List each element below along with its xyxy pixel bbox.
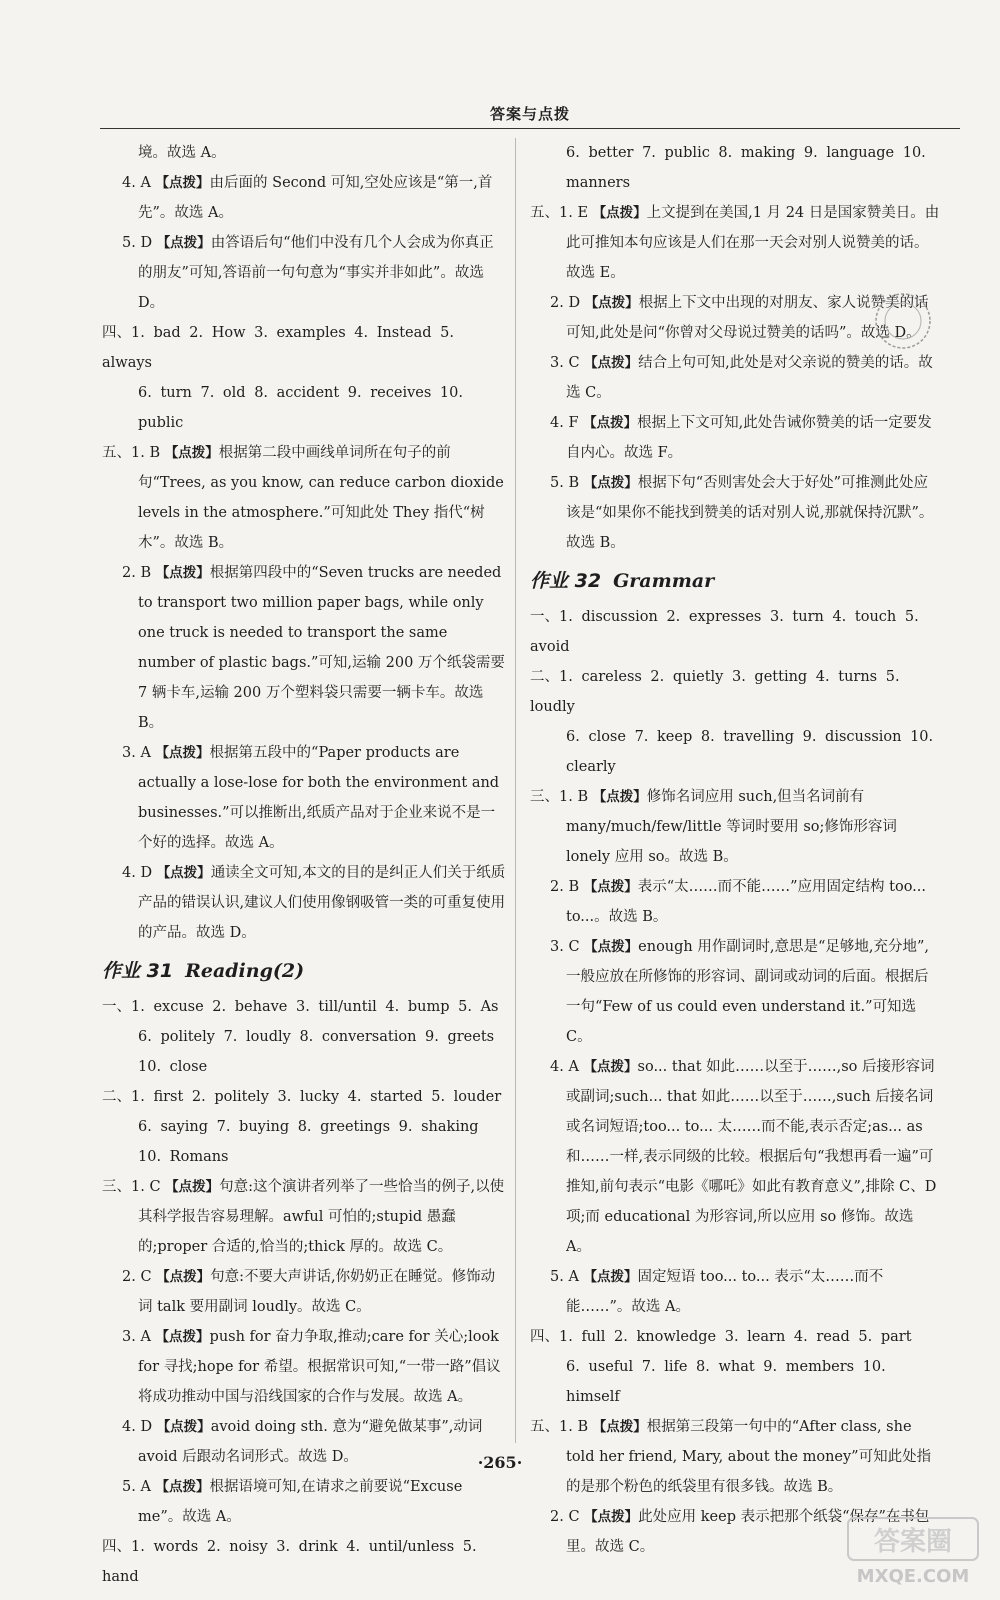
answer-item: 2. C 【点拨】句意:不要大声讲话,你奶奶正在睡觉。修饰动词 talk 要用副词 loudly。故选 C。 bbox=[122, 1269, 496, 1315]
answer-item: 5. B 【点拨】根据下句“否则害处会大于好处”可推测此处应该是“如果你不能找到赞美的话对别人说,那就保持沉默”。故选 B。 bbox=[550, 475, 934, 551]
answer-item: 2. B 【点拨】根据第四段中的“Seven trucks are needed to transport two million paper bags, while only one truck is needed to transport the same number of plastic bags.”可知,运输 200 万个纸袋需要 7 辆卡车,运输 200 万个塑料袋只需要一辆卡车。故选 B。 bbox=[122, 565, 505, 731]
answer-item: 4. A 【点拨】so... that 如此……以至于……,so 后接形容词或副词;such... that 如此……以至于……,such 后接名词或名词短语;too... to... 太……而不能,表示否定;as... as 和……一样,表示同级的比较。根据后句“我想再看一遍”可推知,前句表示“电影《哪吒》如此有教育意义”,排除 C、D 项;而 educational 为形容词,所以应用 so 修饰。故选 A。 bbox=[550, 1059, 937, 1255]
answer-item: 三、1. C 【点拨】句意:这个演讲者列举了一些恰当的例子,以使其科学报告容易理解。awful 可怕的;stupid 愚蠢的;proper 合适的,恰当的;thick 厚的。故选 C。 bbox=[102, 1179, 505, 1255]
watermark-logo bbox=[838, 1510, 988, 1590]
answer-item: 五、1. B 【点拨】根据第三段第一句中的“After class, she told her friend, Mary, about the money”可知此处指的是那个粉色的纸袋里有很多钱。故选 B。 bbox=[530, 1419, 932, 1495]
answer-line: 二、1. first 2. politely 3. lucky 4. started 5. louder bbox=[102, 1089, 502, 1105]
answer-line: 6. turn 7. old 8. accident 9. receives 10. public bbox=[138, 385, 463, 431]
answer-item: 4. F 【点拨】根据上下文可知,此处告诫你赞美的话一定要发自内心。故选 F。 bbox=[550, 415, 932, 461]
answer-item: 5. A 【点拨】根据语境可知,在请求之前要说“Excuse me”。故选 A。 bbox=[122, 1479, 463, 1525]
answer-line: 6. saying 7. buying 8. greetings 9. shaking bbox=[138, 1119, 479, 1135]
answer-item: 三、1. B 【点拨】修饰名词应用 such,但当名词前有 many/much/few/little 等词时要用 so;修饰形容词 lonely 应用 so。故选 B。 bbox=[530, 789, 897, 865]
answer-item: 4. D 【点拨】avoid doing sth. 意为“避免做某事”,动词 avoid 后跟动名词形式。故选 D。 bbox=[122, 1419, 483, 1465]
answer-item: 2. C 【点拨】此处应用 keep 表示把那个纸袋“保存”在书包里。故选 C。 bbox=[550, 1509, 930, 1555]
answer-line: 四、1. bad 2. How 3. examples 4. Instead 5. always bbox=[102, 325, 454, 371]
answer-line: 10. Romans bbox=[138, 1149, 229, 1165]
answer-line: 一、1. excuse 2. behave 3. till/until 4. bump 5. As bbox=[102, 999, 499, 1015]
section-heading-31: 作业 31 Reading(2) bbox=[102, 960, 305, 982]
answer-item: 3. C 【点拨】结合上句可知,此处是对父亲说的赞美的话。故选 C。 bbox=[550, 355, 933, 401]
answer-line: 6. useful 7. life 8. what 9. members 10. himself bbox=[566, 1359, 886, 1405]
page-number: ·265· bbox=[477, 1453, 523, 1472]
answer-item: 3. A 【点拨】push for 奋力争取,推动;care for 关心;look for 寻找;hope for 希望。根据常识可知,“一带一路”倡议将成功推动中国与沿线国家的合作与发展。故选 A。 bbox=[122, 1329, 501, 1405]
answer-item: 4. D 【点拨】通读全文可知,本文的目的是纠正人们关于纸质产品的错误认识,建议人们使用像钢吸管一类的可重复使用的产品。故选 D。 bbox=[122, 865, 506, 941]
answer-item: 5. D 【点拨】由答语后句“他们中没有几个人会成为你真正的朋友”可知,答语前一句句意为“事实并非如此”。故选 D。 bbox=[122, 235, 494, 311]
answer-line: 境。故选 A。 bbox=[138, 145, 226, 161]
answer-line: 一、1. discussion 2. expresses 3. turn 4. touch 5. avoid bbox=[530, 609, 919, 655]
stamp-logo bbox=[872, 290, 934, 352]
watermark-big: 答案圈 bbox=[873, 1527, 953, 1557]
answer-item: 2. D 【点拨】根据上下文中出现的对朋友、家人说赞美的话可知,此处是问“你曾对父母说过赞美的话吗”。故选 D。 bbox=[550, 295, 929, 341]
answer-item: 五、1. B 【点拨】根据第二段中画线单词所在句子的前句“Trees, as you know, can reduce carbon dioxide levels in the atmosphere.”可知此处 They 指代“树木”。故选 B。 bbox=[102, 445, 504, 551]
answer-item: 5. A 【点拨】固定短语 too... to... 表示“太……而不能……”。故选 A。 bbox=[550, 1269, 884, 1315]
page-header bbox=[100, 100, 960, 129]
answer-line: 四、1. words 2. noisy 3. drink 4. until/unless 5. hand bbox=[102, 1539, 477, 1585]
answer-item: 2. B 【点拨】表示“太……而不能……”应用固定结构 too... to...。故选 B。 bbox=[550, 879, 927, 925]
section-heading-32: 作业 32 Grammar bbox=[530, 570, 715, 592]
answer-line: 四、1. full 2. knowledge 3. learn 4. read 5. part bbox=[530, 1329, 912, 1345]
answer-item: 五、1. E 【点拨】上文提到在美国,1 月 24 日是国家赞美日。由此可推知本句应该是人们在那一天会对别人说赞美的话。故选 E。 bbox=[530, 205, 940, 281]
answer-line: 6. close 7. keep 8. travelling 9. discussion 10. clearly bbox=[566, 729, 934, 775]
answer-line: 6. politely 7. loudly 8. conversation 9. greets 10. close bbox=[138, 1029, 495, 1075]
watermark-text: MXQE.COM bbox=[856, 1566, 970, 1587]
answer-item: 4. A 【点拨】由后面的 Second 可知,空处应该是“第一,首先”。故选 A。 bbox=[122, 175, 493, 221]
header-title: 答案与点拨 bbox=[489, 105, 570, 123]
answer-item: 3. A 【点拨】根据第五段中的“Paper products are actually a lose-lose for both the environment and businesses.”可以推断出,纸质产品对于企业来说不是一个好的选择。故选 A。 bbox=[122, 745, 500, 851]
answer-line: 二、1. careless 2. quietly 3. getting 4. turns 5. loudly bbox=[530, 669, 900, 715]
answer-item: 3. C 【点拨】enough 用作副词时,意思是“足够地,充分地”,一般应放在所修饰的形容词、副词或动词的后面。根据后一句“Few of us could even understand it.”可知选 C。 bbox=[550, 939, 930, 1045]
answer-line: 6. better 7. public 8. making 9. language 10. manners bbox=[566, 145, 926, 191]
